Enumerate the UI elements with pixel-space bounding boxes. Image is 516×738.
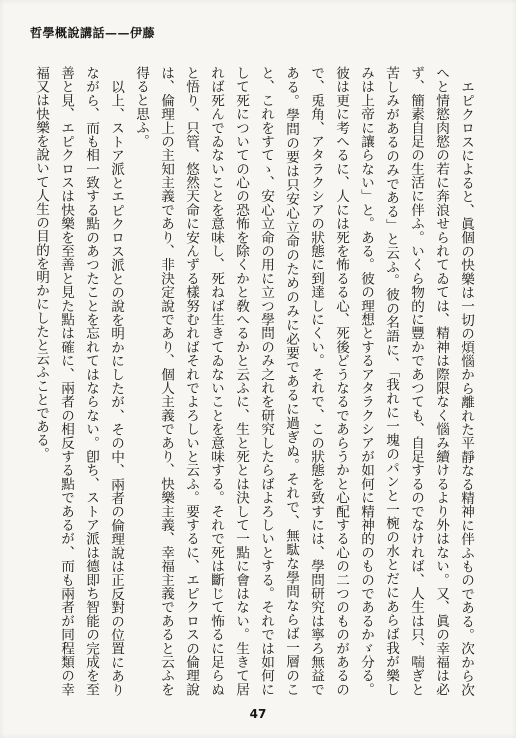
paragraph-epicurus: エピクロスによると、眞個の快樂は一切の煩惱から離れた平靜なる精神に伴ふものである。次から次へと情慾肉慾の若に奔浪せられてゐては、精神は際限なく惱み續けるより外はない。又、眞の幸福は必ず、簡素自足の生活に伴ふ。いくら物的に豐かであつても、自足するのでなければ、人生は只、喘ぎと苦しみがあるのみである」と云ふ。彼の名語に、「我れに一塊のパンと一椀の水とだにあらば我が樂しみは上帝に讓らない」と。ある。彼の理想とするアタラクシアが如何に精神的のものであるかゞ分る。彼は更に考へるに、人には死を怖るる心、死後どうなるであらうかと心配する心の二つのものがあるので、兎角、アタラクシアの狀態に到達しにくい。それで、この狀態を致すには、學問研究は寧ろ無益である。學問の要は只安心立命のためのみに必要であるに過ぎぬ。それで、無駄な學問ならば一層のこと、これをすてゝ、安心立命の用に立つ學問のみ之れを研究したらばよろしいとする。それでは如何にして死についての心の恐怖を除くかと敎へるかと云ふに、生と死とは決して一點に會はない。生きて居れば死んでゐないことを意味し、死ねば生きてゐないことを意味する。それで死は斷じて怖るに足らぬと悟り、只管、悠然天命に安んずる樣努むればそれでよろしいと云ふ。要するに、エピクロスの倫理說は、倫理上の主知主義であり、非決定說であり、個人主義であり、快樂主義、幸福主義であると云ふを得ると思ふ。 bbox=[133, 66, 474, 696]
paragraph-conclusion: 以上、ストア派とエピクロス派との說を明かにしたが、その中、兩者の倫理說は正反對の位置にありながら、而も相一致する點のあつたことを忘れてはならない。卽ち、ストア派は德即ち智能の完成を至善と見、エピクロスは快樂を至善と見た點は確に、兩者の相反する點であるが、而も兩者が同程類の幸福又は快樂を說いて人生の目的を明かにしたと云ふことである。 bbox=[33, 66, 124, 696]
running-header bbox=[30, 24, 155, 41]
page-number: 47 bbox=[249, 707, 267, 721]
main-text-column bbox=[28, 66, 478, 696]
running-title: 哲學概說講話——伊藤 bbox=[30, 26, 156, 40]
